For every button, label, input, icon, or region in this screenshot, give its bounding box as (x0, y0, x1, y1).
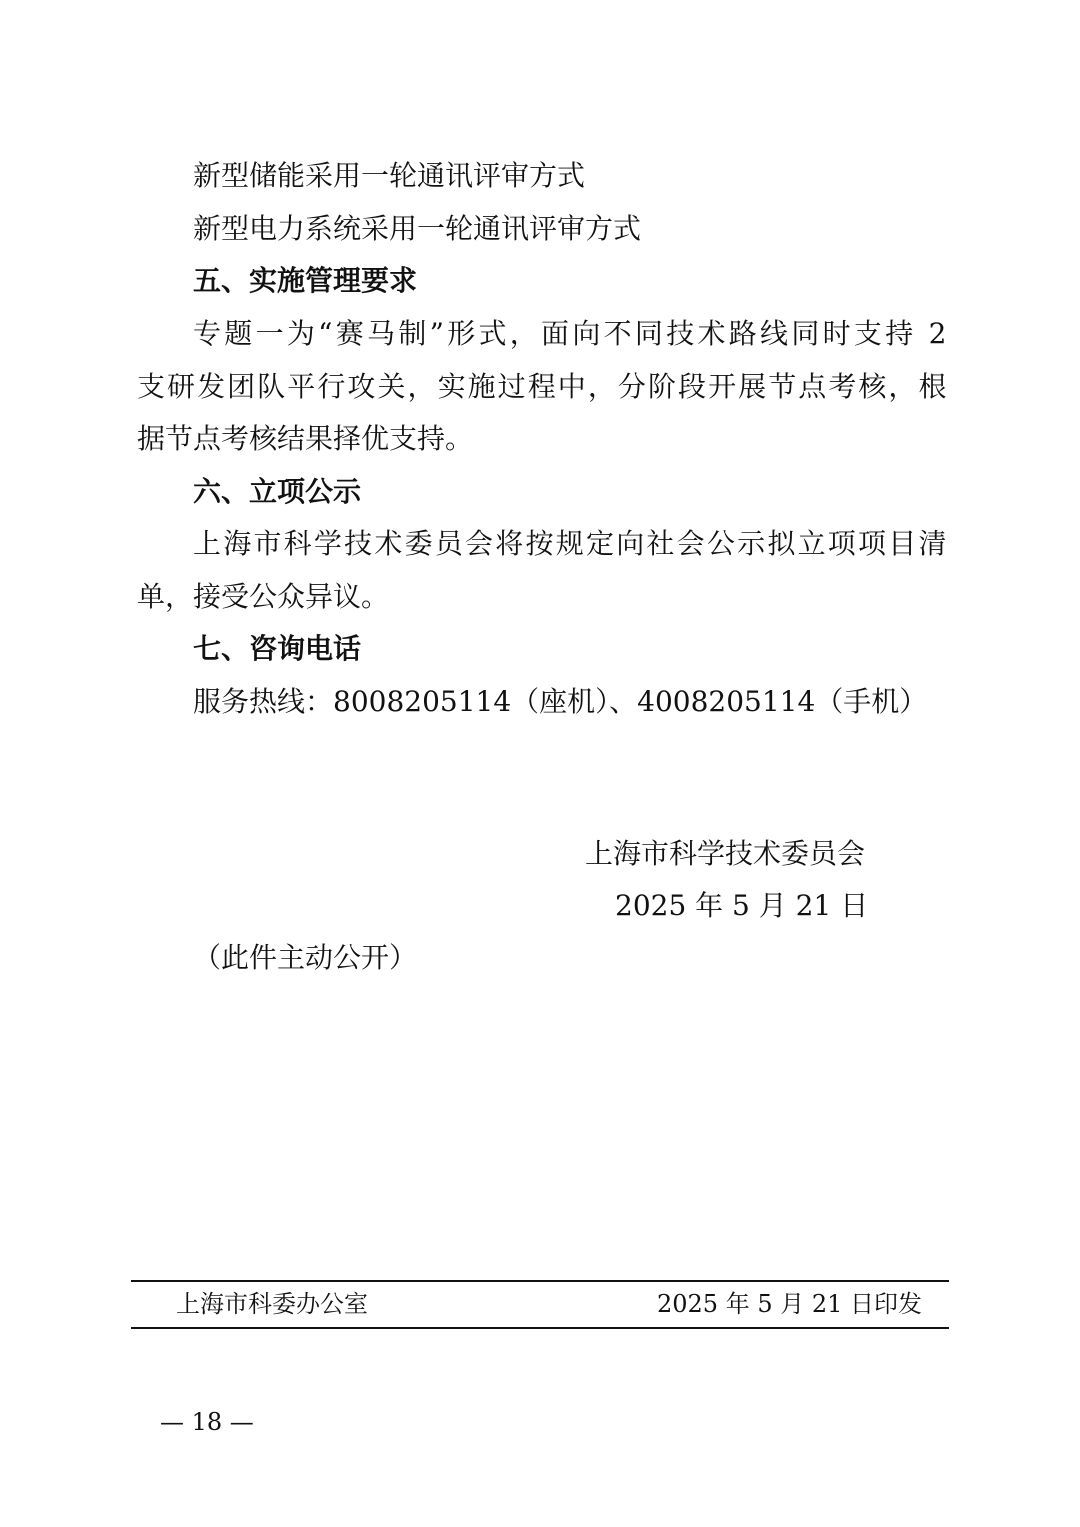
disclosure-note: （此件主动公开） (193, 941, 418, 974)
paragraph-line: 单，接受公众异议。 (137, 580, 390, 613)
footer-bottom-rule (131, 1327, 949, 1329)
section-heading-implementation: 五、实施管理要求 (193, 264, 418, 297)
body-line-energy-storage: 新型储能采用一轮通讯评审方式 (193, 159, 586, 192)
paragraph-line: 据节点考核结果择优支持。 (137, 422, 474, 455)
signature-organization: 上海市科学技术委员会 (585, 837, 866, 870)
footer-issue-date: 2025 年 5 月 21 日印发 (657, 1290, 923, 1318)
hotline-text: 服务热线：8008205114（座机）、4008205114（手机） (193, 685, 928, 718)
paragraph-line: 支研发团队平行攻关，实施过程中，分阶段开展节点考核，根 (137, 370, 947, 403)
paragraph-line: 专题一为“赛马制”形式，面向不同技术路线同时支持 2 (193, 317, 947, 350)
section-heading-contact: 七、咨询电话 (193, 632, 362, 665)
paragraph-line: 上海市科学技术委员会将按规定向社会公示拟立项项目清 (193, 527, 947, 560)
footer-issuer: 上海市科委办公室 (176, 1290, 368, 1318)
section-heading-publicity: 六、立项公示 (193, 475, 362, 508)
signature-date: 2025 年 5 月 21 日 (615, 889, 869, 922)
page-number: — 18 — (160, 1408, 254, 1436)
body-line-power-system: 新型电力系统采用一轮通讯评审方式 (193, 212, 642, 245)
